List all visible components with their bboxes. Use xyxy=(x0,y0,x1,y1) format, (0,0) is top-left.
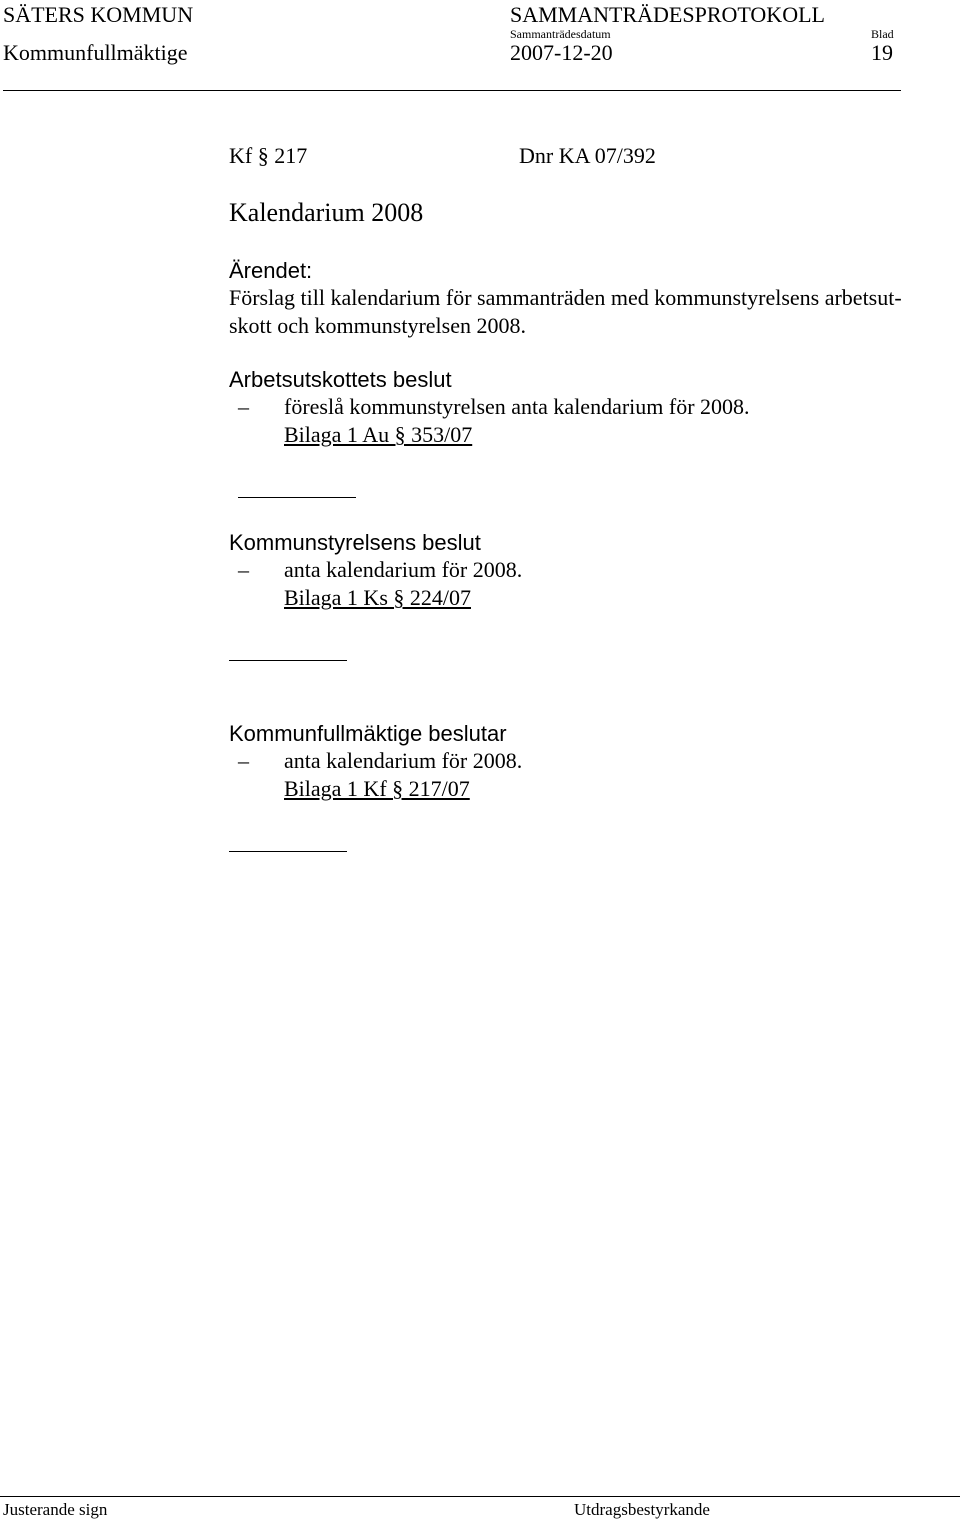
arende-text-line-1: Förslag till kalendarium för sammanträden med kommunstyrelsens arbetsut- xyxy=(229,285,902,310)
decision-item-ks: anta kalendarium för 2008. xyxy=(284,557,523,582)
meeting-date: 2007-12-20 xyxy=(510,40,613,65)
organization-name: SÄTERS KOMMUN xyxy=(3,2,194,27)
case-dnr: Dnr KA 07/392 xyxy=(519,143,656,168)
decision-heading-kf: Kommunfullmäktige beslutar xyxy=(229,721,507,746)
arende-heading: Ärendet: xyxy=(229,258,313,283)
page-number: 19 xyxy=(871,40,893,65)
date-label: Sammanträdesdatum xyxy=(510,27,611,41)
section-divider-3 xyxy=(229,851,347,852)
decision-item-kf: anta kalendarium för 2008. xyxy=(284,748,523,773)
paragraph-reference: Kf § 217 xyxy=(229,143,308,168)
attachment-link-ks[interactable]: Bilaga 1 Ks § 224/07 xyxy=(284,585,471,610)
protocol-title: SAMMANTRÄDESPROTOKOLL xyxy=(510,2,825,27)
header-divider xyxy=(3,90,901,91)
decision-dash-ks: – xyxy=(238,557,249,582)
page-label: Blad xyxy=(871,27,894,41)
section-divider-1 xyxy=(238,497,356,498)
decision-item-au: föreslå kommunstyrelsen anta kalendarium för 2008. xyxy=(284,394,750,419)
decision-dash-au: – xyxy=(238,394,249,419)
section-divider-2 xyxy=(229,660,347,661)
arende-text-line-2: skott och kommunstyrelsen 2008. xyxy=(229,313,526,338)
attachment-link-kf[interactable]: Bilaga 1 Kf § 217/07 xyxy=(284,776,470,801)
footer-utdragsbestyrkande: Utdragsbestyrkande xyxy=(574,1500,710,1519)
decision-dash-kf: – xyxy=(238,748,249,773)
decision-heading-ks: Kommunstyrelsens beslut xyxy=(229,530,481,555)
attachment-link-au[interactable]: Bilaga 1 Au § 353/07 xyxy=(284,422,473,447)
footer-justerande-sign: Justerande sign xyxy=(3,1500,108,1519)
footer-divider xyxy=(0,1496,960,1497)
case-title: Kalendarium 2008 xyxy=(229,198,424,227)
decision-heading-au: Arbetsutskottets beslut xyxy=(229,367,452,392)
body-name: Kommunfullmäktige xyxy=(3,40,188,65)
